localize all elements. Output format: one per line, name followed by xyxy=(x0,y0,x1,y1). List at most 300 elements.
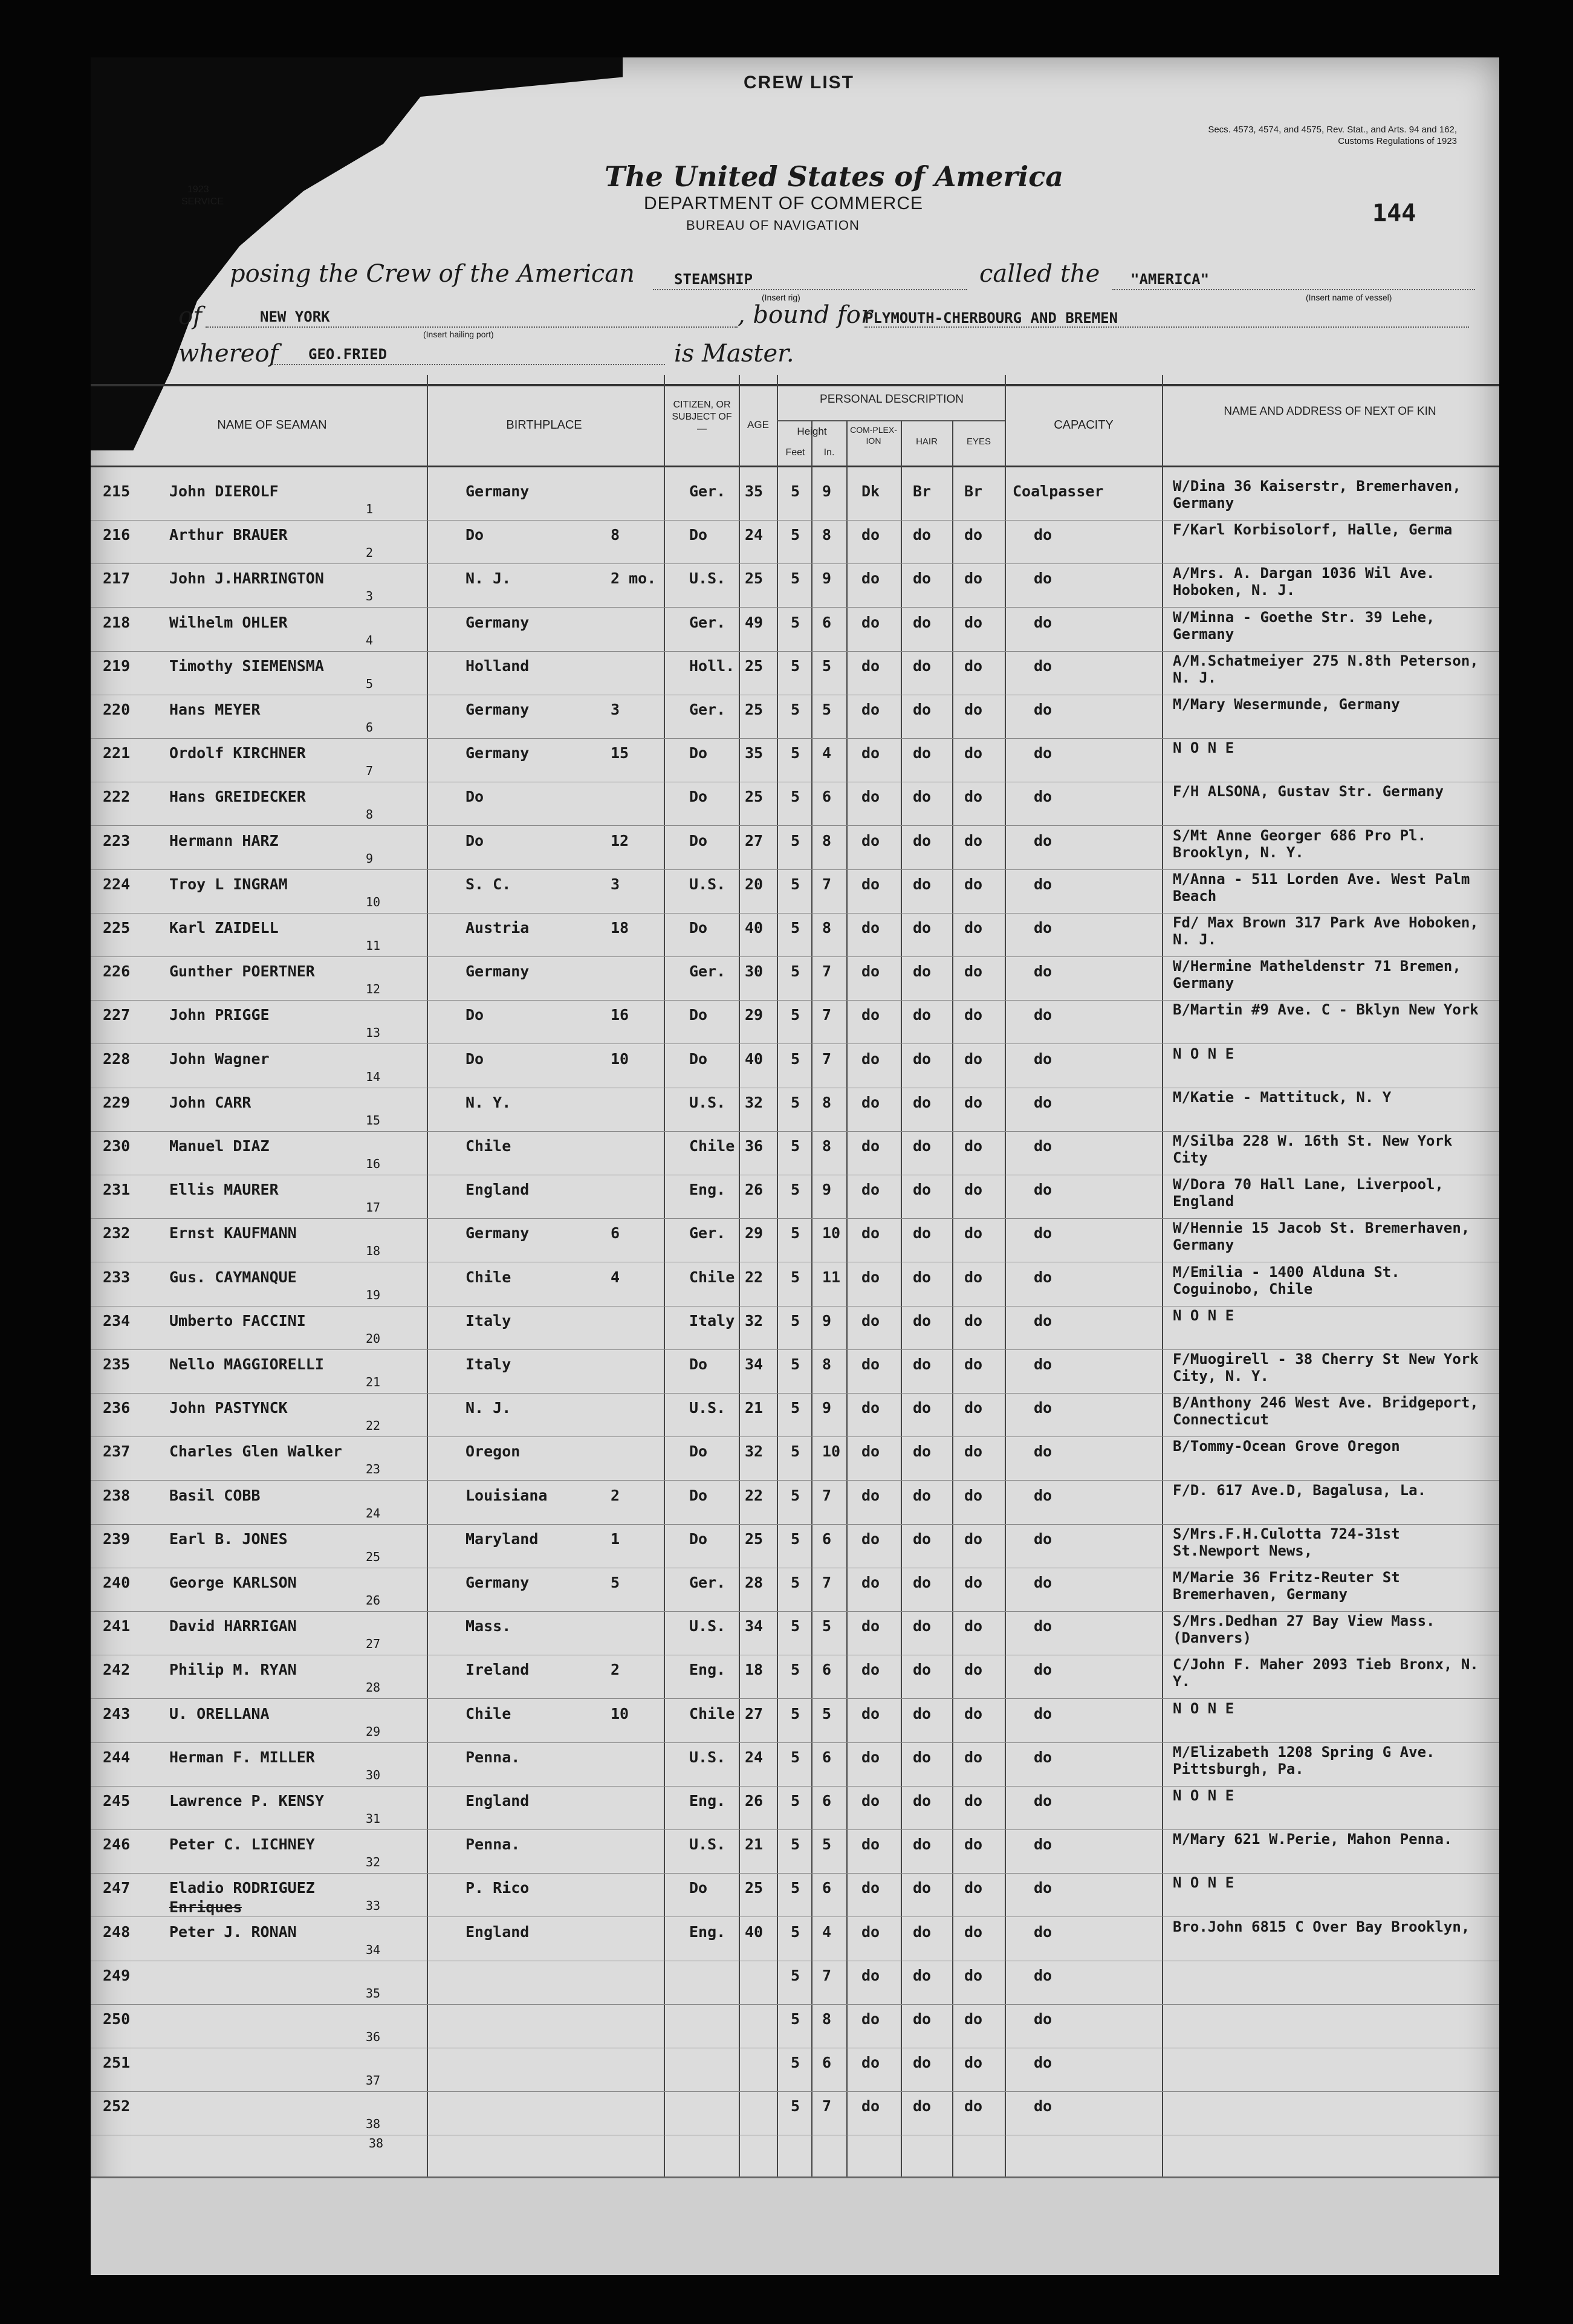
hair: do xyxy=(913,1399,932,1417)
complexion: do xyxy=(861,1399,880,1417)
capacity: do xyxy=(1034,1530,1052,1548)
capacity: do xyxy=(1034,744,1052,762)
age: 26 xyxy=(745,1792,764,1810)
seaman-name: Philip M. RYAN xyxy=(169,1661,297,1679)
next-of-kin: N O N E xyxy=(1173,1045,1234,1062)
hair: do xyxy=(913,701,932,718)
height-inches: 6 xyxy=(822,788,832,806)
hair: do xyxy=(913,1311,932,1329)
height-feet: 5 xyxy=(791,1792,800,1810)
height-feet: 5 xyxy=(791,875,800,893)
eyes: do xyxy=(964,1966,983,1984)
seaman-name: Wilhelm OHLER xyxy=(169,613,288,631)
master-label: is Master. xyxy=(674,340,794,368)
birthplace: Do xyxy=(465,526,484,544)
complexion: do xyxy=(861,657,880,675)
line-number: 10 xyxy=(366,894,381,909)
row-rule xyxy=(91,1524,1499,1525)
line-number: 14 xyxy=(366,1069,381,1084)
complexion: do xyxy=(861,1836,880,1854)
next-of-kin: C/John F. Maher 2093 Tieb Bronx, N. Y. xyxy=(1173,1656,1479,1690)
port-hint: (Insert hailing port) xyxy=(423,329,494,339)
height-feet: 5 xyxy=(791,1923,800,1941)
line-number: 18 xyxy=(366,1244,381,1259)
birthplace: Do xyxy=(465,1006,484,1024)
line-number: 3 xyxy=(366,589,374,604)
table-row xyxy=(91,1962,1499,2005)
height-inches: 7 xyxy=(822,1574,832,1591)
seaman-name: John CARR xyxy=(169,1093,251,1111)
height-inches: 6 xyxy=(822,1530,832,1548)
age: 21 xyxy=(745,1399,764,1417)
height-inches: 6 xyxy=(822,1792,832,1810)
age: 32 xyxy=(745,1093,764,1111)
citizenship: Do xyxy=(689,526,708,544)
complexion: do xyxy=(861,1093,880,1111)
row-number: 230 xyxy=(103,1137,131,1155)
citizenship: Do xyxy=(689,1879,708,1897)
hair: do xyxy=(913,570,932,588)
years-note: 8 xyxy=(611,526,620,544)
line-number: 17 xyxy=(366,1200,381,1215)
next-of-kin: M/Katie - Mattituck, N. Y xyxy=(1173,1088,1392,1106)
height-inches: 9 xyxy=(822,570,832,588)
eyes: do xyxy=(964,1704,983,1722)
capacity: do xyxy=(1034,570,1052,588)
complexion: do xyxy=(861,1792,880,1810)
capacity: do xyxy=(1034,875,1052,893)
hair: do xyxy=(913,2010,932,2028)
height-inches: 5 xyxy=(822,701,832,718)
complexion: do xyxy=(861,1966,880,1984)
row-number: 217 xyxy=(103,570,131,588)
citizenship: Do xyxy=(689,1530,708,1548)
capacity: do xyxy=(1034,526,1052,544)
years-note: 16 xyxy=(611,1006,629,1024)
next-of-kin: F/D. 617 Ave.D, Bagalusa, La. xyxy=(1173,1481,1427,1499)
birthplace: Oregon xyxy=(465,1443,521,1461)
row-rule xyxy=(91,1131,1499,1132)
height-feet: 5 xyxy=(791,962,800,981)
row-rule xyxy=(91,738,1499,739)
personal-subrule xyxy=(777,420,1005,421)
table-row xyxy=(91,652,1499,696)
line-number: 31 xyxy=(366,1811,381,1826)
line-number: 36 xyxy=(366,2030,381,2044)
hair: do xyxy=(913,744,932,762)
complexion: do xyxy=(861,613,880,631)
height-inches: 6 xyxy=(822,613,832,631)
next-of-kin: W/Hennie 15 Jacob St. Bremerhaven, Germany xyxy=(1173,1219,1470,1254)
age: 49 xyxy=(745,613,764,631)
next-of-kin: W/Minna - Goethe Str. 39 Lehe, Germany xyxy=(1173,608,1435,643)
eyes: do xyxy=(964,570,983,588)
age: 24 xyxy=(745,1748,764,1766)
height-feet: 5 xyxy=(791,1879,800,1897)
row-rule xyxy=(91,520,1499,521)
table-row xyxy=(91,1089,1499,1132)
height-feet: 5 xyxy=(791,1181,800,1199)
eyes: do xyxy=(964,1836,983,1854)
birthplace: Austria xyxy=(465,919,530,936)
seaman-name: Earl B. JONES xyxy=(169,1530,288,1548)
height-inches: 5 xyxy=(822,1836,832,1854)
line-number: 38 xyxy=(366,2117,381,2132)
next-of-kin: A/Mrs. A. Dargan 1036 Wil Ave. Hoboken, N. J. xyxy=(1173,565,1435,599)
years-note: 3 xyxy=(611,875,620,893)
line-number: 37 xyxy=(366,2073,381,2088)
eyes: do xyxy=(964,962,983,981)
age: 26 xyxy=(745,1181,764,1199)
table-top-rule xyxy=(91,384,1499,386)
hair: do xyxy=(913,1836,932,1854)
capacity: do xyxy=(1034,1050,1052,1068)
birthplace: Germany xyxy=(465,962,530,981)
eyes: do xyxy=(964,1006,983,1024)
height-feet: 5 xyxy=(791,1006,800,1024)
age: 21 xyxy=(745,1836,764,1854)
table-row xyxy=(91,1612,1499,1656)
table-row xyxy=(91,696,1499,739)
seaman-name: Peter C. LICHNEY xyxy=(169,1836,315,1854)
row-rule xyxy=(91,2091,1499,2092)
whereof-label: whereof xyxy=(178,340,279,368)
age: 32 xyxy=(745,1311,764,1329)
eyes: do xyxy=(964,1311,983,1329)
eyes: do xyxy=(964,1268,983,1286)
complexion: do xyxy=(861,788,880,806)
col-complexion-header: COM-PLEX-ION xyxy=(850,425,897,446)
table-row xyxy=(91,871,1499,914)
birthplace: Chile xyxy=(465,1268,511,1286)
line-number: 35 xyxy=(366,1985,381,2001)
height-feet: 5 xyxy=(791,2054,800,2072)
next-of-kin: M/Silba 228 W. 16th St. New York City xyxy=(1173,1132,1453,1166)
age: 36 xyxy=(745,1137,764,1155)
age: 29 xyxy=(745,1006,764,1024)
row-number: 227 xyxy=(103,1006,131,1024)
next-of-kin: B/Tommy-Ocean Grove Oregon xyxy=(1173,1438,1400,1455)
complexion: do xyxy=(861,2097,880,2115)
citizenship: U.S. xyxy=(689,1617,726,1635)
hair: do xyxy=(913,657,932,675)
row-number: 251 xyxy=(103,2054,131,2072)
row-rule xyxy=(91,1786,1499,1787)
capacity: do xyxy=(1034,1748,1052,1766)
birthplace: Holland xyxy=(465,657,530,675)
line-number: 25 xyxy=(366,1549,381,1564)
birthplace: N. J. xyxy=(465,570,511,588)
citizenship: Ger. xyxy=(689,1224,726,1242)
next-of-kin: S/Mrs.Dedhan 27 Bay View Mass. (Danvers) xyxy=(1173,1612,1435,1647)
complexion: do xyxy=(861,1704,880,1722)
row-rule xyxy=(91,913,1499,914)
height-feet: 5 xyxy=(791,919,800,936)
height-feet: 5 xyxy=(791,1574,800,1591)
hailing-port: NEW YORK xyxy=(260,308,330,325)
capacity: do xyxy=(1034,613,1052,631)
age: 40 xyxy=(745,919,764,936)
next-of-kin: N O N E xyxy=(1173,1874,1234,1892)
seaman-name: John PRIGGE xyxy=(169,1006,270,1024)
complexion: do xyxy=(861,701,880,718)
hair: do xyxy=(913,875,932,893)
next-of-kin: N O N E xyxy=(1173,1306,1234,1324)
col-kin-header: NAME AND ADDRESS OF NEXT OF KIN xyxy=(1224,405,1436,418)
eyes: do xyxy=(964,2054,983,2072)
next-of-kin: M/Marie 36 Fritz-Reuter St Bremerhaven, Germany xyxy=(1173,1569,1400,1603)
height-inches: 9 xyxy=(822,1399,832,1417)
line-number: 16 xyxy=(366,1157,381,1171)
complexion: do xyxy=(861,831,880,849)
birthplace: Maryland xyxy=(465,1530,539,1548)
citizenship: Do xyxy=(689,1443,708,1461)
complexion: do xyxy=(861,1530,880,1548)
col-age-header: AGE xyxy=(747,419,769,430)
row-number: 239 xyxy=(103,1530,131,1548)
next-of-kin: A/M.Schatmeiyer 275 N.8th Peterson, N. J. xyxy=(1173,652,1479,686)
height-inches: 9 xyxy=(822,1311,832,1329)
capacity: do xyxy=(1034,1661,1052,1679)
row-number: 247 xyxy=(103,1879,131,1897)
complexion: do xyxy=(861,875,880,893)
age: 29 xyxy=(745,1224,764,1242)
years-note: 2 xyxy=(611,1661,620,1679)
complexion: do xyxy=(861,1050,880,1068)
next-of-kin: B/Martin #9 Ave. C - Bklyn New York xyxy=(1173,1001,1479,1019)
row-number: 233 xyxy=(103,1268,131,1286)
years-note: 2 xyxy=(611,1486,620,1504)
master-underline xyxy=(272,364,665,365)
table-row xyxy=(91,1525,1499,1569)
row-rule xyxy=(91,825,1499,826)
row-number: 224 xyxy=(103,875,131,893)
height-feet: 5 xyxy=(791,1224,800,1242)
row-rule xyxy=(91,651,1499,652)
capacity: do xyxy=(1034,701,1052,718)
seaman-name: Gunther POERTNER xyxy=(169,962,315,981)
seaman-name: U. ORELLANA xyxy=(169,1704,270,1722)
age: 30 xyxy=(745,962,764,981)
seaman-name: Ellis MAURER xyxy=(169,1181,279,1199)
complexion: do xyxy=(861,1574,880,1591)
seaman-name: Herman F. MILLER xyxy=(169,1748,315,1766)
bound-label: , bound for xyxy=(738,301,872,329)
complexion: do xyxy=(861,526,880,544)
citizenship: Eng. xyxy=(689,1792,726,1810)
birthplace: Penna. xyxy=(465,1836,521,1854)
eyes: do xyxy=(964,744,983,762)
eyes: do xyxy=(964,1181,983,1199)
line-number: 4 xyxy=(366,632,374,648)
next-of-kin: M/Emilia - 1400 Alduna St. Coguinobo, Chile xyxy=(1173,1263,1400,1297)
capacity: do xyxy=(1034,1137,1052,1155)
seaman-name: John DIEROLF xyxy=(169,482,279,500)
eyes: do xyxy=(964,1399,983,1417)
eyes: do xyxy=(964,1355,983,1373)
age: 27 xyxy=(745,1704,764,1722)
capacity: do xyxy=(1034,1486,1052,1504)
line-number: 23 xyxy=(366,1462,381,1477)
capacity: do xyxy=(1034,1574,1052,1591)
seaman-name: Nello MAGGIORELLI xyxy=(169,1355,324,1373)
height-feet: 5 xyxy=(791,1311,800,1329)
citizenship: Holl. xyxy=(689,657,735,675)
hair: do xyxy=(913,2097,932,2115)
side-fragment-2: SERVICE xyxy=(181,196,224,207)
table-row xyxy=(91,1787,1499,1831)
capacity: do xyxy=(1034,1966,1052,1984)
complexion: do xyxy=(861,1006,880,1024)
citizenship: Ger. xyxy=(689,613,726,631)
bureau-name: BUREAU OF NAVIGATION xyxy=(686,218,860,233)
next-of-kin: M/Mary 621 W.Perie, Mahon Penna. xyxy=(1173,1831,1453,1848)
row-number: 216 xyxy=(103,526,131,544)
height-feet: 5 xyxy=(791,2097,800,2115)
line-number: 24 xyxy=(366,1505,381,1521)
eyes: do xyxy=(964,788,983,806)
complexion: do xyxy=(861,962,880,981)
height-feet: 5 xyxy=(791,1443,800,1461)
hair: do xyxy=(913,2054,932,2072)
height-feet: 5 xyxy=(791,788,800,806)
rig-underline xyxy=(653,289,967,290)
height-inches: 7 xyxy=(822,1966,832,1984)
table-row xyxy=(91,1045,1499,1089)
hair: do xyxy=(913,613,932,631)
table-row xyxy=(91,1482,1499,1525)
col-birthplace-header: BIRTHPLACE xyxy=(506,418,582,432)
birthplace: Penna. xyxy=(465,1748,521,1766)
citizenship: U.S. xyxy=(689,1399,726,1417)
row-number: 225 xyxy=(103,919,131,936)
age: 20 xyxy=(745,875,764,893)
table-row xyxy=(91,958,1499,1001)
hair: do xyxy=(913,526,932,544)
row-number: 237 xyxy=(103,1443,131,1461)
complexion: do xyxy=(861,1443,880,1461)
height-inches: 7 xyxy=(822,875,832,893)
capacity: do xyxy=(1034,1399,1052,1417)
height-inches: 4 xyxy=(822,1923,832,1941)
height-feet: 5 xyxy=(791,1530,800,1548)
next-of-kin: F/Karl Korbisolorf, Halle, Germa xyxy=(1173,521,1453,539)
row-number: 228 xyxy=(103,1050,131,1068)
next-of-kin: F/Muogirell - 38 Cherry St New York City, N. Y. xyxy=(1173,1351,1479,1384)
birthplace: Italy xyxy=(465,1311,511,1329)
next-of-kin: F/H ALSONA, Gustav Str. Germany xyxy=(1173,783,1444,800)
height-feet: 5 xyxy=(791,1661,800,1679)
eyes: do xyxy=(964,919,983,936)
line-number: 32 xyxy=(366,1855,381,1870)
years-note: 12 xyxy=(611,831,629,849)
citizenship: Ger. xyxy=(689,482,726,500)
col-feet-header: Feet xyxy=(785,447,805,458)
hair: do xyxy=(913,1268,932,1286)
capacity: do xyxy=(1034,1879,1052,1897)
height-inches: 11 xyxy=(822,1268,841,1286)
table-row xyxy=(91,1744,1499,1787)
line-number: 1 xyxy=(366,502,374,516)
years-note: 4 xyxy=(611,1268,620,1286)
citizenship: U.S. xyxy=(689,1748,726,1766)
row-number: 243 xyxy=(103,1704,131,1722)
eyes: do xyxy=(964,1617,983,1635)
age: 32 xyxy=(745,1443,764,1461)
row-rule xyxy=(91,2004,1499,2005)
height-feet: 5 xyxy=(791,526,800,544)
complexion: do xyxy=(861,2010,880,2028)
eyes: do xyxy=(964,613,983,631)
row-number: 240 xyxy=(103,1574,131,1591)
next-of-kin: M/Mary Wesermunde, Germany xyxy=(1173,696,1400,713)
line-number: 19 xyxy=(366,1287,381,1302)
citizenship: Eng. xyxy=(689,1923,726,1941)
hair: Br xyxy=(913,482,932,500)
eyes: do xyxy=(964,1050,983,1068)
hair: do xyxy=(913,1748,932,1766)
table-row xyxy=(91,1394,1499,1438)
line-number: 21 xyxy=(366,1375,381,1389)
citizenship: Do xyxy=(689,1050,708,1068)
master-name: GEO.FRIED xyxy=(308,346,388,363)
age: 35 xyxy=(745,482,764,500)
rig-hint: (Insert rig) xyxy=(762,293,800,302)
page-footer-band xyxy=(91,2176,1499,2275)
form-title: CREW LIST xyxy=(744,73,854,93)
hair: do xyxy=(913,788,932,806)
capacity: do xyxy=(1034,2010,1052,2028)
hair: do xyxy=(913,1617,932,1635)
citizenship: U.S. xyxy=(689,875,726,893)
birthplace: Germany xyxy=(465,701,530,718)
citizenship: Do xyxy=(689,1355,708,1373)
hair: do xyxy=(913,1050,932,1068)
citizenship: Do xyxy=(689,831,708,849)
capacity: do xyxy=(1034,2097,1052,2115)
height-inches: 6 xyxy=(822,1748,832,1766)
citizenship: U.S. xyxy=(689,570,726,588)
seaman-name: George KARLSON xyxy=(169,1574,297,1591)
capacity: do xyxy=(1034,1443,1052,1461)
line-number: 12 xyxy=(366,982,381,997)
row-rule xyxy=(91,1480,1499,1481)
complexion: do xyxy=(861,1268,880,1286)
struck-name: Enriques xyxy=(169,1898,242,1917)
row-rule xyxy=(91,607,1499,608)
birthplace: England xyxy=(465,1923,530,1941)
age: 34 xyxy=(745,1355,764,1373)
table-row xyxy=(91,1307,1499,1351)
seaman-name: John PASTYNCK xyxy=(169,1399,288,1417)
hair: do xyxy=(913,962,932,981)
height-feet: 5 xyxy=(791,1836,800,1854)
hair: do xyxy=(913,1443,932,1461)
eyes: do xyxy=(964,831,983,849)
seaman-name: Charles Glen Walker xyxy=(169,1443,342,1461)
eyes: do xyxy=(964,1137,983,1155)
row-number: 248 xyxy=(103,1923,131,1941)
statute-note: Secs. 4573, 4574, and 4575, Rev. Stat., and Arts. 94 and 162, Customs Regulations of 1923 xyxy=(1208,125,1457,146)
row-number: 231 xyxy=(103,1181,131,1199)
rig-value: STEAMSHIP xyxy=(674,271,753,288)
table-row xyxy=(91,827,1499,871)
complexion: do xyxy=(861,1617,880,1635)
destination-underline xyxy=(864,326,1469,328)
eyes: do xyxy=(964,701,983,718)
height-inches: 5 xyxy=(822,1704,832,1722)
age: 22 xyxy=(745,1268,764,1286)
